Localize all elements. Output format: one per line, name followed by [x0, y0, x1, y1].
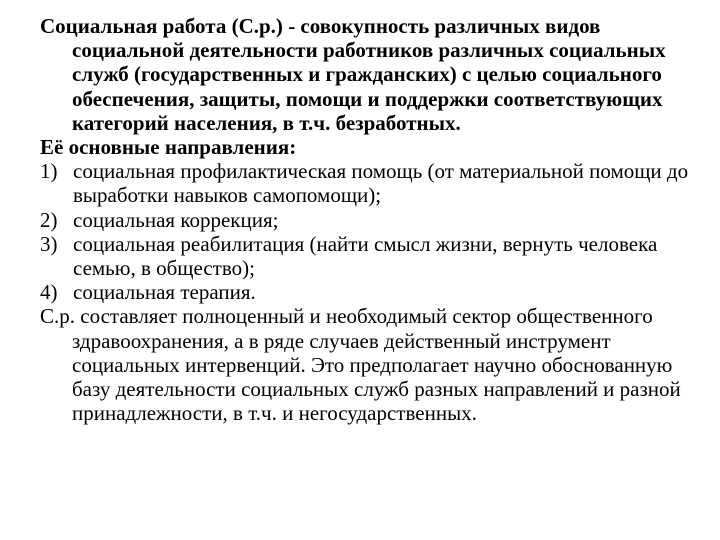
list-item — [40, 208, 700, 232]
list-item — [40, 232, 700, 280]
list-text: социальная профилактическая помощь (от материальной помощи до выработки навыков самопомощи); — [73, 159, 689, 208]
list-text: социальная коррекция; — [73, 207, 279, 232]
definition-text: - совокупность различных видов социальной деятельности работников различных социальных служб (государственных и гражданских) с целью социального обеспечения, защиты, помощи и поддержки соответствующих категорий населения, в т.ч. безработных. — [72, 14, 666, 135]
slide-text — [40, 14, 700, 425]
definition-paragraph — [40, 14, 700, 135]
directions-heading: Её основные направления: — [40, 135, 297, 160]
list-number: 4) — [40, 280, 58, 305]
list-item — [40, 280, 700, 304]
list-number: 3) — [40, 231, 58, 256]
definition-term: Социальная работа (С.р.) — [40, 14, 283, 38]
list-number: 1) — [40, 159, 58, 184]
list-text: социальная реабилитация (найти смысл жизни, вернуть человека семью, в общество); — [73, 231, 658, 281]
list-item — [40, 159, 700, 207]
list-text: социальная терапия. — [73, 280, 256, 305]
list-number: 2) — [40, 207, 58, 232]
conclusion-paragraph: С.р. составляет полноценный и необходимый сектор общественного здравоохранения, а в ряде случаев действенный инструмент социальных интервенций. Это предполагает научно обоснованную базу деятельности социальных служб разных направлений и разной принадлежности, в т.ч. и негосударственных. — [40, 304, 681, 426]
